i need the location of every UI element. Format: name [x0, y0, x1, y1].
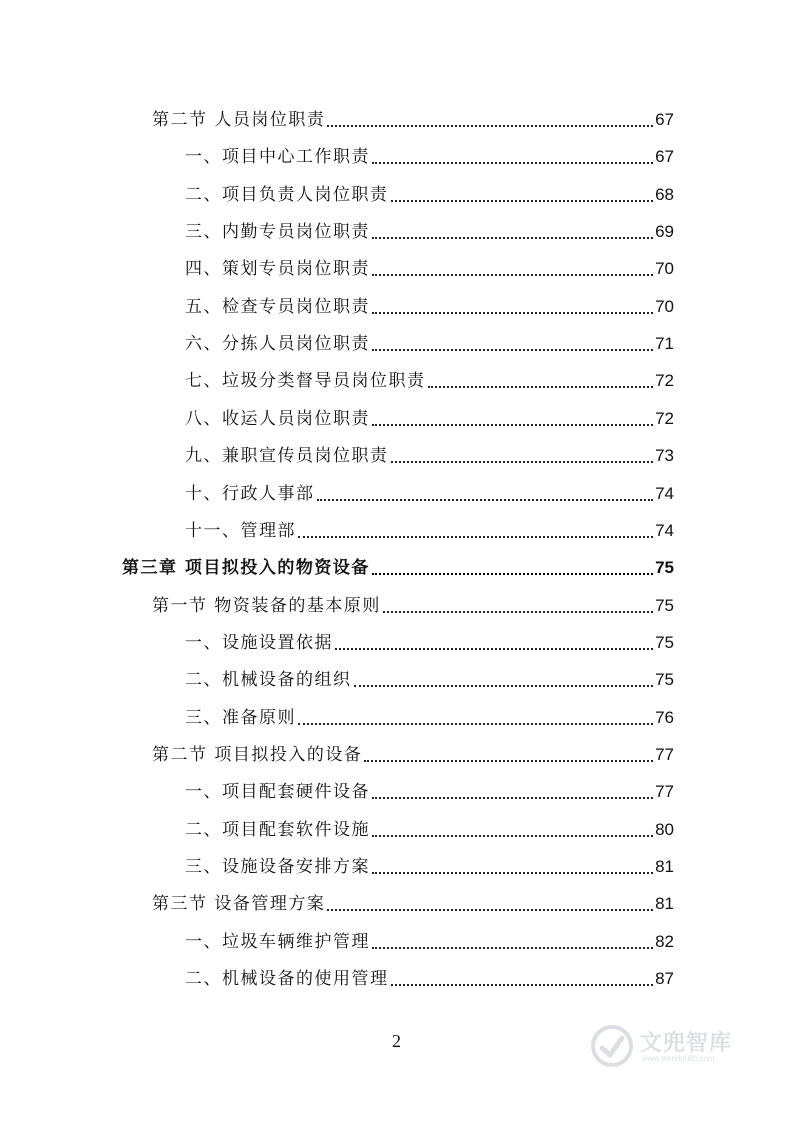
- toc-entry-label: 十、行政人事部: [185, 483, 315, 504]
- toc-entry-page: 75: [655, 595, 674, 615]
- toc-entry[interactable]: [185, 481, 674, 505]
- toc-leader-dots: [372, 573, 653, 575]
- toc-entry[interactable]: [185, 779, 674, 803]
- toc-entry-label: 七、垃圾分类督导员岗位职责: [185, 371, 426, 392]
- toc-leader-dots: [372, 349, 653, 351]
- toc-leader-dots: [327, 909, 653, 911]
- toc-entry-page: 74: [655, 483, 674, 503]
- watermark-brand: 文兜智库: [640, 1031, 733, 1056]
- toc-entry-page: 72: [655, 408, 674, 428]
- toc-leader-dots: [372, 947, 653, 949]
- watermark-url: www.wendoulib.com: [642, 1054, 715, 1063]
- toc-entry-label: 九、兼职宣传员岗位职责: [185, 446, 389, 467]
- toc-entry[interactable]: [185, 256, 674, 280]
- toc-entry[interactable]: [152, 742, 674, 766]
- toc-entry[interactable]: [185, 368, 674, 392]
- toc-entry[interactable]: [185, 817, 674, 841]
- toc-entry-label: 四、策划专员岗位职责: [185, 259, 370, 280]
- toc-entry[interactable]: [152, 891, 674, 915]
- toc-entry-label: 五、检查专员岗位职责: [185, 296, 370, 317]
- toc-entry-page: 67: [655, 147, 674, 167]
- toc-entry[interactable]: [185, 406, 674, 430]
- toc-entry[interactable]: [185, 667, 674, 691]
- toc-entry[interactable]: [152, 107, 674, 131]
- toc-entry[interactable]: [185, 144, 674, 168]
- toc-entry-label: 六、分拣人员岗位职责: [185, 334, 370, 355]
- toc-entry-page: 82: [655, 931, 674, 951]
- toc-entry[interactable]: [185, 929, 674, 953]
- toc-entry[interactable]: [185, 705, 674, 729]
- toc-entry[interactable]: [185, 331, 674, 355]
- watermark-logo-icon: [590, 1024, 634, 1068]
- toc-entry-label: 第二节 项目拟投入的设备: [152, 745, 363, 765]
- toc-entry[interactable]: [185, 630, 674, 654]
- toc-entry[interactable]: [185, 518, 674, 542]
- toc-entry-page: 87: [655, 969, 674, 989]
- toc-entry-label: 三、设施设备安排方案: [185, 857, 370, 877]
- toc-entry[interactable]: [185, 219, 674, 243]
- toc-leader-dots: [335, 648, 653, 650]
- toc-entry-label: 第三节 设备管理方案: [152, 894, 326, 915]
- toc-entry-label: 第三章 项目拟投入的物资设备: [122, 558, 370, 579]
- toc-entry-page: 81: [655, 894, 674, 914]
- toc-entry[interactable]: [185, 443, 674, 467]
- toc-leader-dots: [383, 611, 653, 613]
- toc-entry-page: 73: [655, 446, 674, 466]
- toc-entry-page: 70: [655, 296, 674, 316]
- toc-leader-dots: [372, 835, 653, 837]
- toc-leader-dots: [391, 200, 654, 202]
- toc-entry-page: 81: [655, 857, 674, 876]
- toc-entry-page: 76: [655, 707, 674, 727]
- watermark: [590, 1022, 760, 1072]
- toc-entry[interactable]: [122, 555, 674, 579]
- toc-entry-label: 十一、管理部: [185, 520, 296, 541]
- toc-entry[interactable]: [185, 966, 674, 990]
- toc-entry[interactable]: [185, 294, 674, 318]
- toc-leader-dots: [372, 274, 653, 276]
- toc-leader-dots: [391, 984, 654, 986]
- toc-entry-page: 75: [655, 632, 674, 652]
- toc-entry-page: 75: [655, 558, 674, 578]
- toc-entry-label: 三、内勤专员岗位职责: [185, 222, 370, 243]
- toc-entry-page: 75: [655, 670, 674, 690]
- toc-entry-label: 一、项目中心工作职责: [185, 147, 370, 168]
- toc-entry-page: 67: [655, 110, 674, 129]
- toc-entry[interactable]: [185, 854, 674, 878]
- toc-leader-dots: [317, 499, 654, 501]
- toc-leader-dots: [298, 536, 653, 538]
- toc-entry-label: 二、机械设备的组织: [185, 670, 352, 691]
- toc-entry-label: 二、项目负责人岗位职责: [185, 184, 389, 205]
- toc-entry-label: 第一节 物资装备的基本原则: [152, 595, 381, 616]
- toc-entry-label: 一、垃圾车辆维护管理: [185, 931, 370, 952]
- toc-entry-label: 一、设施设置依据: [185, 632, 333, 653]
- toc-entry-page: 69: [655, 222, 674, 242]
- toc-leader-dots: [372, 424, 653, 426]
- toc-entry-label: 八、收运人员岗位职责: [185, 408, 370, 429]
- toc-entry-page: 72: [655, 371, 674, 391]
- toc-entry-label: 二、项目配套软件设施: [185, 819, 370, 840]
- toc-leader-dots: [428, 386, 654, 388]
- toc-entry-page: 68: [655, 184, 674, 204]
- toc-leader-dots: [372, 797, 653, 799]
- toc-entry[interactable]: [152, 593, 674, 617]
- toc-leader-dots: [327, 125, 653, 127]
- toc-entry-label: 第二节 人员岗位职责: [152, 110, 326, 130]
- toc-entry-page: 80: [655, 819, 674, 839]
- toc-entry-label: 二、机械设备的使用管理: [185, 969, 389, 990]
- toc-leader-dots: [364, 760, 653, 762]
- toc-entry-label: 三、准备原则: [185, 707, 296, 728]
- toc-leader-dots: [354, 685, 654, 687]
- toc-leader-dots: [372, 872, 653, 874]
- toc-entry-page: 71: [655, 334, 674, 354]
- toc-entry[interactable]: [185, 182, 674, 206]
- page-number: 2: [392, 1031, 401, 1051]
- toc-leader-dots: [372, 237, 653, 239]
- toc-entry-page: 77: [655, 782, 674, 802]
- toc-leader-dots: [372, 312, 653, 314]
- toc-leader-dots: [372, 162, 653, 164]
- toc-leader-dots: [298, 723, 653, 725]
- toc-leader-dots: [391, 461, 654, 463]
- toc-entry-page: 77: [655, 745, 674, 764]
- toc-entry-label: 一、项目配套硬件设备: [185, 782, 370, 803]
- toc-entry-page: 74: [655, 520, 674, 540]
- toc-entry-page: 70: [655, 259, 674, 279]
